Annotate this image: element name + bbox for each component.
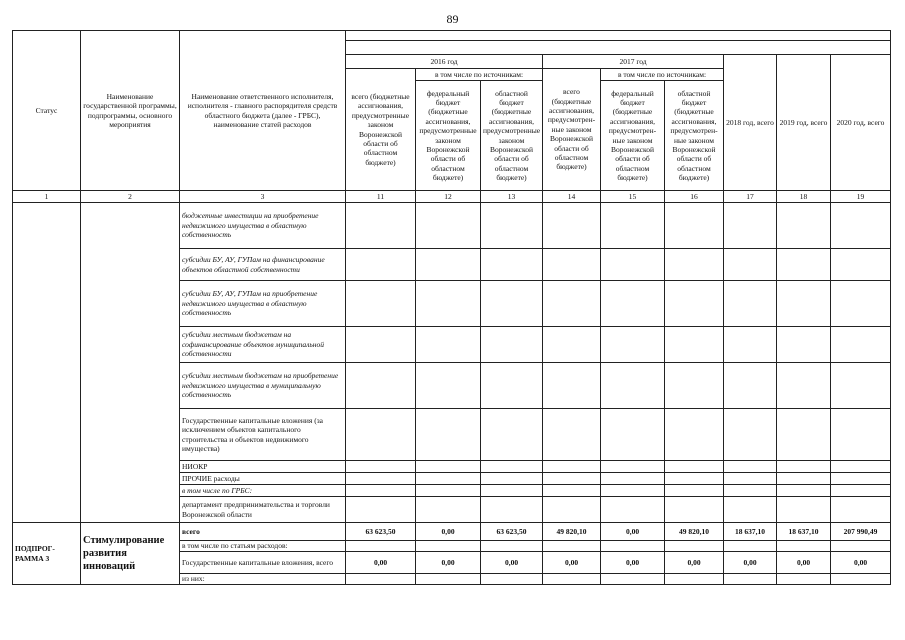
header-year-2019: 2019 год, всего — [777, 55, 831, 191]
value-cell: 0,00 — [416, 523, 481, 541]
header-sources-2017: в том числе по источникам: — [601, 69, 724, 81]
col-number: 15 — [601, 191, 665, 203]
header-federal-2017: федеральный бюджет (бюджетные ассигнования, предусмотрен-ные законом Воронежской области об областном бюджете) — [601, 81, 665, 191]
header-year-2020: 2020 год, всего — [831, 55, 891, 191]
col-number: 11 — [346, 191, 416, 203]
value-cell: 63 623,50 — [346, 523, 416, 541]
value-cell: 0,00 — [416, 552, 481, 574]
header-year-2018: 2018 год, всего — [724, 55, 777, 191]
row-label: Государственные капитальные вложения (за исключением объектов капитального строительства и объектов недвижимого имущества) — [180, 409, 346, 461]
value-cell: 0,00 — [665, 552, 724, 574]
row-label: департамент предпринимательства и торговли Воронежской области — [180, 497, 346, 523]
header-program-name: Наименование государственной программы, подпрограммы, основного мероприятия — [81, 31, 180, 191]
col-number: 18 — [777, 191, 831, 203]
subprogram-status: ПОДПРОГ-РАММА 3 — [13, 523, 81, 585]
row-label: субсидии БУ, АУ, ГУПам на приобретение недвижимого имущества в областную собственность — [180, 281, 346, 327]
value-cell: 49 820,10 — [665, 523, 724, 541]
header-blank-row — [346, 31, 891, 41]
row-label: в том числе по ГРБС: — [180, 485, 346, 497]
value-cell: 0,00 — [346, 552, 416, 574]
row-label: субсидии БУ, АУ, ГУПам на финансирование объектов областной собственности — [180, 249, 346, 281]
col-number: 3 — [180, 191, 346, 203]
row-label: субсидии местным бюджетам на приобретение недвижимого имущества в муниципальную собственность — [180, 363, 346, 409]
col-number: 1 — [13, 191, 81, 203]
row-label: в том числе по статьям расходов: — [180, 541, 346, 552]
value-cell: 0,00 — [724, 552, 777, 574]
value-cell: 0,00 — [481, 552, 543, 574]
value-cell: 0,00 — [601, 523, 665, 541]
row-label: субсидии местным бюджетам на софинансирование объектов муниципальной собственности — [180, 327, 346, 363]
program-cell-empty — [81, 203, 180, 523]
value-cell: 207 990,49 — [831, 523, 891, 541]
header-responsible: Наименование ответственного исполнителя, исполнителя - главного распорядителя средств областного бюджета (далее - ГРБС), наименование статей расходов — [180, 31, 346, 191]
value-cell: 0,00 — [601, 552, 665, 574]
header-regional-2017: областной бюджет (бюджетные ассигнования, предусмотрен-ные законом Воронежской области об областном бюджете) — [665, 81, 724, 191]
header-blank-row-2 — [346, 41, 891, 55]
value-cell: 0,00 — [777, 552, 831, 574]
page-number: 89 — [446, 12, 459, 26]
row-label: ПРОЧИЕ расходы — [180, 473, 346, 485]
col-number: 12 — [416, 191, 481, 203]
col-number: 16 — [665, 191, 724, 203]
row-label: НИОКР — [180, 461, 346, 473]
header-federal-2016: федеральный бюджет (бюджетные ассигнования, предусмотренные законом Воронежской области об областном бюджете) — [416, 81, 481, 191]
col-number: 14 — [543, 191, 601, 203]
value-cell: 0,00 — [543, 552, 601, 574]
col-number: 13 — [481, 191, 543, 203]
header-year-2016: 2016 год — [346, 55, 543, 69]
value-cell: 63 623,50 — [481, 523, 543, 541]
header-total-2017: всего (бюджетные ассигнования, предусмотрен-ные законом Воронежской области об областном бюджете) — [543, 69, 601, 191]
header-status: Статус — [13, 31, 81, 191]
subprogram-total-label: всего — [180, 523, 346, 541]
status-cell-empty — [13, 203, 81, 523]
col-number: 2 — [81, 191, 180, 203]
value-cell: 18 637,10 — [777, 523, 831, 541]
row-label: Государственные капитальные вложения, всего — [180, 552, 346, 574]
header-year-2017: 2017 год — [543, 55, 724, 69]
col-number: 17 — [724, 191, 777, 203]
header-total-2016: всего (бюджетные ассигнования, предусмотренные законом Воронежской области об областном бюджете) — [346, 69, 416, 191]
header-sources-2016: в том числе по источникам: — [416, 69, 543, 81]
budget-table — [12, 30, 891, 585]
header-regional-2016: областной бюджет (бюджетные ассигнования, предусмотренные законом Воронежской области об областном бюджете) — [481, 81, 543, 191]
value-cell: 0,00 — [831, 552, 891, 574]
value-cell: 18 637,10 — [724, 523, 777, 541]
subprogram-name: Стимулирование развития инноваций — [81, 523, 180, 585]
col-number: 19 — [831, 191, 891, 203]
row-label: бюджетные инвестиции на приобретение недвижимого имущества в областную собственность — [180, 203, 346, 249]
row-label: из них: — [180, 574, 346, 585]
value-cell: 49 820,10 — [543, 523, 601, 541]
